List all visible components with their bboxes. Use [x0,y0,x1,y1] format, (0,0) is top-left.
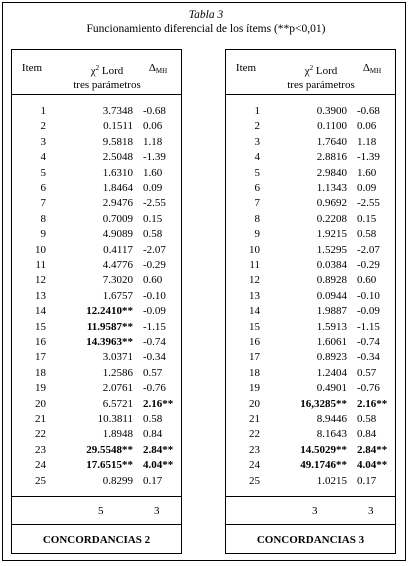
table-row [12,150,181,165]
delta-cell: -1.39 [357,151,380,164]
item-cell: 7 [254,197,260,210]
table-row [12,181,181,196]
delta-cell: 1.18 [143,135,163,148]
chi-cell: 8.9446 [316,413,347,425]
item-cell: 21 [249,413,260,425]
delta-cell: 0.84 [143,428,163,441]
chi-cell: 14.3963** [86,336,133,348]
table-row [226,366,395,381]
chi-cell: 0.2208 [316,212,347,225]
chi-cell: 0.8928 [316,274,347,287]
table-row [12,427,181,442]
delta-cell: 0.58 [143,413,163,425]
delta-cell: 0.15 [357,212,377,225]
delta-cell: 2.84** [143,443,174,456]
table-row [226,304,395,319]
item-cell: 8 [254,212,260,225]
item-cell: 17 [35,351,46,364]
item-cell: 25 [249,474,260,487]
table-row [12,304,181,319]
item-cell: 19 [249,382,260,395]
item-cell: 7 [40,197,46,210]
chi-cell: 12.2410** [86,305,133,318]
table-row [12,350,181,365]
item-cell: 22 [249,428,260,441]
table-row [226,243,395,258]
item-cell: 8 [40,212,46,225]
item-cell: 15 [249,320,260,333]
delta-cell: 0.17 [357,474,377,487]
item-cell: 13 [35,289,46,302]
table-row [226,289,395,304]
delta-cell: 0.17 [143,474,163,487]
table-row [12,258,181,273]
chi-cell: 0.8299 [102,474,133,487]
item-cell: 11 [249,259,260,271]
chi-cell: 0.4901 [316,382,347,395]
chi-cell: 0.4117 [103,243,133,256]
delta-cell: 1.60 [357,166,377,179]
chi-cell: 17.6515** [86,459,133,472]
chi-cell: 0.7009 [102,212,133,225]
delta-cell: -2.07 [143,243,166,256]
chi-cell: 1.5913 [316,320,347,333]
table-row [12,289,181,304]
item-cell: 6 [40,182,46,194]
item-cell: 25 [35,474,46,487]
chi-lord-label: Lord [99,65,124,77]
table-row [226,412,395,427]
chi-cell: 0.0944 [316,289,347,302]
item-cell: 5 [254,166,260,179]
item-cell: 19 [35,382,46,395]
table-row [226,104,395,119]
table-row [12,119,181,134]
table-row [12,320,181,335]
delta-symbol: Δ [362,62,370,74]
item-cell: 10 [249,243,260,256]
item-cell: 2 [254,120,260,133]
item-cell: 6 [254,182,260,194]
table-row [226,196,395,211]
delta-cell: 0.84 [357,428,377,441]
footer-label: CONCORDANCIAS 3 [256,534,365,546]
panel-concordancias-2 [11,49,182,554]
header-item: Item [235,62,257,74]
item-cell: 20 [35,397,46,410]
item-cell: 16 [249,336,260,348]
table-title: Tabla 3 [188,9,224,21]
chi-cell: 2.9476 [102,197,133,210]
panel-concordancias-3 [225,49,396,554]
chi-superscript: 2 [309,64,314,72]
delta-symbol: Δ [148,62,156,74]
item-cell: 24 [249,459,260,472]
chi-cell: 0.9692 [316,197,347,210]
chi-cell: 10.3811 [97,413,133,425]
chi-cell: 0.3900 [316,105,347,117]
chi-cell: 1.5295 [316,243,347,256]
chi-cell: 1.7640 [316,135,347,148]
item-cell: 12 [249,274,260,287]
delta-cell: 1.18 [357,135,377,148]
item-cell: 22 [35,428,46,441]
table-row [12,104,181,119]
delta-cell: -0.09 [357,305,380,318]
header-separator [226,94,395,95]
delta-cell: -0.76 [143,382,166,395]
chi-cell: 3.0371 [102,351,133,364]
chi-cell: 1.8948 [102,428,133,441]
delta-cell: -0.34 [143,351,166,364]
item-cell: 13 [249,289,260,302]
chi-cell: 9.5818 [102,135,133,148]
table-row [226,135,395,150]
table-row [226,150,395,165]
item-cell: 12 [35,274,46,287]
chi-cell: 0.0384 [316,259,347,271]
chi-cell: 49.1746** [300,459,347,472]
delta-cell: -0.68 [357,105,380,117]
chi-superscript: 2 [95,64,100,72]
chi-cell: 1.6757 [102,289,133,302]
delta-cell: 0.15 [143,212,163,225]
footer-separator [226,524,395,525]
delta-cell: 0.06 [357,120,377,133]
table-row [12,243,181,258]
item-cell: 4 [40,151,46,164]
table-row [226,381,395,396]
total-chi: 3 [312,505,318,517]
delta-cell: 2.16** [143,397,174,410]
delta-cell: 0.09 [357,182,377,194]
header-chi-lord [66,61,148,92]
chi-cell: 1.2586 [102,366,133,379]
chi-cell: 7.3020 [102,274,133,287]
table-row [226,443,395,458]
chi-symbol: χ [90,65,96,77]
item-cell: 2 [40,120,46,133]
delta-cell: 0.09 [143,182,163,194]
chi-line2: tres parámetros [287,79,355,91]
delta-cell: -0.34 [357,351,380,364]
delta-cell: 0.58 [143,228,163,241]
table-row [12,135,181,150]
table-row [12,381,181,396]
item-cell: 1 [40,105,46,117]
table-row [226,273,395,288]
item-cell: 15 [35,320,46,333]
chi-cell: 29.5548** [86,443,133,456]
table-row [12,196,181,211]
header-delta-mh [143,61,173,78]
delta-cell: -0.10 [143,289,166,302]
item-cell: 4 [254,151,260,164]
table-row [12,412,181,427]
delta-cell: 2.16** [357,397,388,410]
delta-cell: -2.07 [357,243,380,256]
delta-cell: 1.60 [143,166,163,179]
chi-cell: 16,3285** [300,397,347,410]
table-row [226,166,395,181]
table-row [12,166,181,181]
delta-cell: -0.68 [143,105,166,117]
table-row [226,119,395,134]
chi-cell: 8.1643 [316,428,347,441]
item-cell: 16 [35,336,46,348]
chi-cell: 1.9215 [316,228,347,241]
chi-cell: 6.5721 [102,397,133,410]
chi-cell: 0.1511 [103,120,133,133]
table-row [12,366,181,381]
delta-cell: 4.04** [143,459,174,472]
total-chi: 5 [98,505,104,517]
item-cell: 17 [249,351,260,364]
chi-cell: 3.7348 [102,105,133,117]
item-cell: 5 [40,166,46,179]
table-row [226,427,395,442]
chi-cell: 1.6061 [316,336,347,348]
total-delta: 3 [154,505,160,517]
chi-symbol: χ [304,65,310,77]
delta-cell: -1.15 [143,320,166,333]
table-row [12,335,181,350]
table-row [12,397,181,412]
total-delta: 3 [368,505,374,517]
item-cell: 1 [254,105,260,117]
item-cell: 24 [35,459,46,472]
delta-cell: 0.58 [357,413,377,425]
table-row [226,227,395,242]
delta-cell: 0.57 [143,366,163,379]
table-row [226,335,395,350]
table-row [12,212,181,227]
header-delta-mh [357,61,387,78]
table-row [12,273,181,288]
chi-cell: 2.9840 [316,166,347,179]
chi-cell: 1.9887 [316,305,347,318]
chi-cell: 11.9587** [86,320,133,333]
table-row [12,227,181,242]
item-cell: 23 [249,443,260,456]
delta-cell: 4.04** [357,459,388,472]
item-cell: 3 [40,135,46,148]
chi-cell: 14.5029** [300,443,347,456]
delta-cell: 2.84** [357,443,388,456]
delta-cell: -0.10 [357,289,380,302]
delta-cell: -2.55 [143,197,166,210]
chi-cell: 1.1343 [316,182,347,194]
table-row [226,397,395,412]
delta-cell: -0.74 [357,336,380,348]
delta-cell: -1.15 [357,320,380,333]
table-row [12,474,181,489]
item-cell: 9 [254,228,260,241]
table-row [226,474,395,489]
chi-cell: 4.4776 [102,259,133,271]
table-row [226,458,395,473]
delta-cell: -0.29 [143,259,166,271]
chi-cell: 2.5048 [102,151,133,164]
chi-cell: 2.8816 [316,151,347,164]
item-cell: 23 [35,443,46,456]
item-cell: 9 [40,228,46,241]
header-chi-lord [280,61,362,92]
table-row [226,320,395,335]
item-cell: 18 [249,366,260,379]
item-cell: 14 [35,305,46,318]
item-cell: 14 [249,305,260,318]
chi-lord-label: Lord [313,65,338,77]
table-row [226,212,395,227]
chi-line2: tres parámetros [73,79,141,91]
delta-cell: -0.09 [143,305,166,318]
total-separator [226,496,395,497]
table-row [226,258,395,273]
chi-cell: 0.8923 [316,351,347,364]
footer-separator [12,524,181,525]
table-row [12,458,181,473]
delta-cell: -0.74 [143,336,166,348]
footer-label: CONCORDANCIAS 2 [42,534,151,546]
delta-cell: -0.29 [357,259,380,271]
item-cell: 21 [35,413,46,425]
delta-cell: -2.55 [357,197,380,210]
total-separator [12,496,181,497]
table-row [226,350,395,365]
delta-cell: -1.39 [143,151,166,164]
table-row [12,443,181,458]
header-separator [12,94,181,95]
chi-cell: 1.6310 [102,166,133,179]
item-cell: 11 [35,259,46,271]
delta-subscript: MH [369,67,382,75]
chi-cell: 0.1100 [317,120,347,133]
chi-cell: 4.9089 [102,228,133,241]
delta-cell: 0.06 [143,120,163,133]
delta-cell: -0.76 [357,382,380,395]
chi-cell: 1.8464 [102,182,133,194]
chi-cell: 1.2404 [316,366,347,379]
delta-subscript: MH [155,67,168,75]
table-row [226,181,395,196]
chi-cell: 1.0215 [316,474,347,487]
delta-cell: 0.57 [357,366,377,379]
item-cell: 3 [254,135,260,148]
table-subtitle: Funcionamiento diferencial de los ítems (**p<0,01) [86,23,326,35]
chi-cell: 2.0761 [102,382,133,395]
item-cell: 18 [35,366,46,379]
delta-cell: 0.58 [357,228,377,241]
item-cell: 20 [249,397,260,410]
item-cell: 10 [35,243,46,256]
header-item: Item [21,62,43,74]
delta-cell: 0.60 [143,274,163,287]
delta-cell: 0.60 [357,274,377,287]
